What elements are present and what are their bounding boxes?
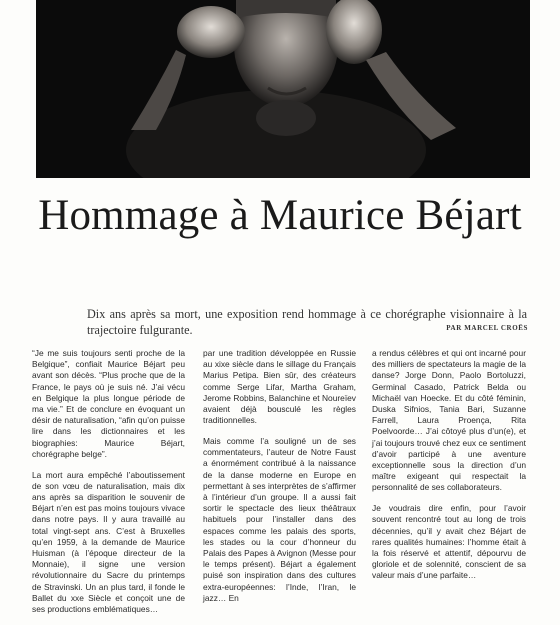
article-byline: PAR MARCEL CROËS <box>446 324 528 332</box>
article-column-3 <box>372 348 526 591</box>
column-paragraph: Mais comme l’a souligné un de ses commentateurs, l’auteur de Notre Faust a énormément contribué à la naissance de la danse moderne en Europe en permettant à ses interprètes de s’affirmer à l’intérieur d’un groupe. Il a aussi fait sortir le spectacle des lieux théâtraux habituels pour l’installer dans des espaces comme les palais des sports, les stades ou la cour d’honneur du Palais des Papes à Avignon (Messe pour le temps présent). Béjart a également puisé son inspiration dans des cultures extra-européennes: l’Inde, l’Iran, le jazz… En <box>203 435 356 603</box>
article-lead: Dix ans après sa mort, une exposition rend hommage à ce chorégraphe visionnaire à la trajectoire fulgurante. <box>87 307 527 337</box>
column-paragraph: La mort aura empêché l’aboutissement de son vœu de naturalisation, mais dix ans après sa disparition le souvenir de Béjart n’en est pas moins toujours vivace dans notre pays. Il y aura travaillé au total vingt-sept ans. C’est à Bruxelles qu’en 1959, à la demande de Maurice Huisman (à l’époque directeur de la Monnaie), il signe une version révolutionnaire du Sacre du printemps de Stravinski. Un an plus tard, il fonde le Ballet du xxe Siècle et conçoit une de ses productions emblématiques… <box>32 469 185 614</box>
column-paragraph: a rendus célèbres et qui ont incarné pour des milliers de spectateurs la magie de la danse? Jorge Donn, Paolo Bortoluzzi, Germinal Casado, Patrick Belda ou Michaël van Hoecke. Et du côté féminin, Duska Sifnios, Tania Bari, Suzanne Farrell, Laura Proença, Rita Poelvoorde… J’ai côtoyé plus d’un(e), et j’ai toujours trouvé chez eux ce sentiment d’avoir participé à une aventure exceptionnelle sous la direction d’un maître exigeant qui respectait la personnalité de ses collaborateurs. <box>372 348 526 493</box>
column-paragraph: par une tradition développée en Russie au xixe siècle dans le sillage du Français Marius Petipa. Bien sûr, des créateurs comme Serge Lifar, Martha Graham, Jerome Robbins, Balanchine et Noureïev avaient déjà bousculé les règles traditionnelles. <box>203 348 356 426</box>
column-paragraph: Je voudrais dire enfin, pour l’avoir souvent rencontré tout au long de trois décennies, qu’il y avait chez Béjart de rares qualités humaines: l’homme était à la fois réservé et attentif, dépourvu de gloriole et de solennité, conscient de sa valeur mais d’une parfaite… <box>372 503 526 581</box>
column-paragraph: “Je me suis toujours senti proche de la Belgique”, confiait Maurice Béjart peu avant son décès. “Plus proche que de la France, le pays où je suis né. J’ai vécu en Belgique la plus longue période de ma vie.” Et de conclure en évoquant un désir de naturalisation, “afin qu’on puisse lire dans les dictionnaires et les biographies: Maurice Béjart, chorégraphe belge”. <box>32 348 185 459</box>
portrait-illustration <box>36 0 530 178</box>
article-column-2 <box>203 348 356 613</box>
article-column-1 <box>32 348 185 625</box>
article-title: Hommage à Maurice Béjart <box>38 192 522 239</box>
dancer-portrait-photo <box>36 0 530 178</box>
